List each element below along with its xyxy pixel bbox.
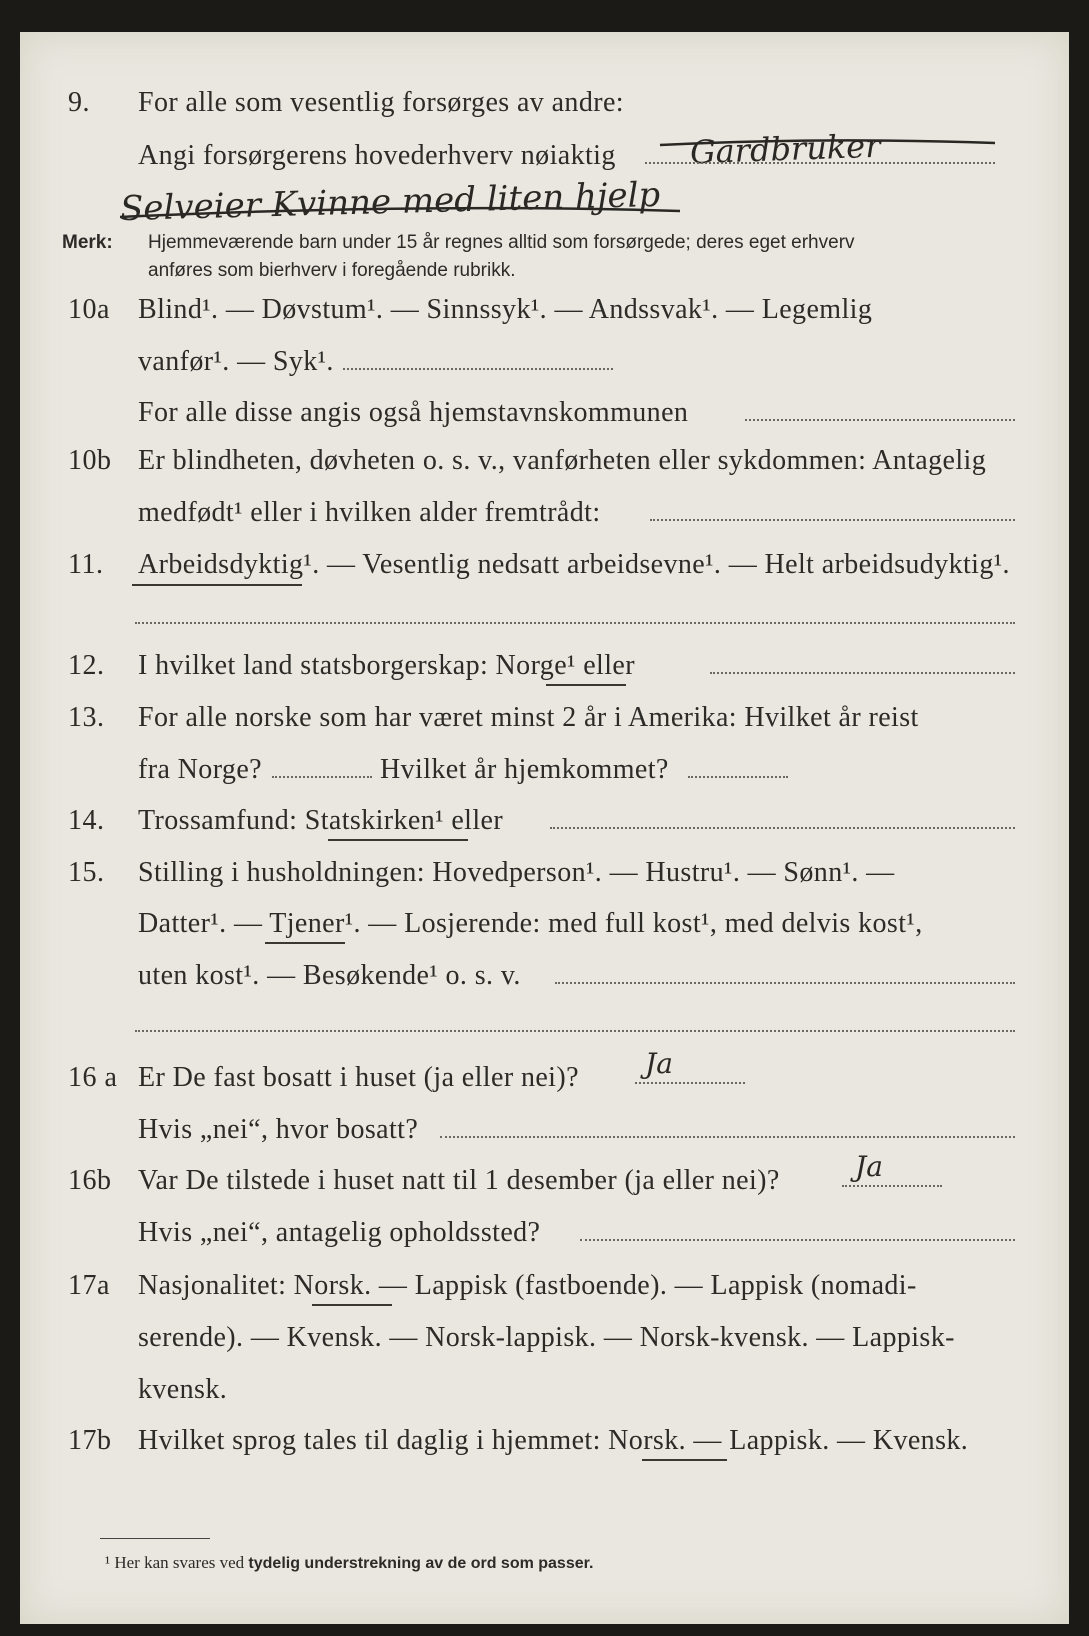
q13-line2a: fra Norge? <box>138 754 262 785</box>
q9-line2: Angi forsørgerens hovederhverv nøiaktig <box>138 140 616 171</box>
q17a-line3: kvensk. <box>138 1374 228 1405</box>
q16a-line2: Hvis „nei“, hvor bosatt? <box>138 1114 419 1145</box>
footnote-mark: ¹ <box>105 1553 111 1572</box>
q14-dotted-line <box>550 827 1015 829</box>
q10b-line1: Er blindheten, døvheten o. s. v., vanførheten eller sykdommen: Antagelig <box>138 445 987 476</box>
q10a-line1: Blind¹. — Døvstum¹. — Sinnssyk¹. — Andssvak¹. — Legemlig <box>138 294 873 325</box>
q12-number: 12. <box>68 650 105 681</box>
q11-line1: Arbeidsdyktig¹. — Vesentlig nedsatt arbeidsevne¹. — Helt arbeidsudyktig¹. <box>138 549 1010 580</box>
q9-strike-1 <box>660 137 1000 157</box>
q15-line2: Datter¹. — Tjener¹. — Losjerende: med full kost¹, med delvis kost¹, <box>138 908 923 939</box>
q16a-dotted-line-1 <box>635 1082 745 1084</box>
q10b-line2: medfødt¹ eller i hvilken alder fremtrådt: <box>138 497 601 528</box>
q11-dotted-line <box>135 622 1015 624</box>
q17a-line1: Nasjonalitet: Norsk. — Lappisk (fastboende). — Lappisk (nomadi- <box>138 1270 917 1301</box>
q11-underline-arbeidsdyktig <box>132 584 302 586</box>
q10a-line3: For alle disse angis også hjemstavnskommunen <box>138 397 689 428</box>
q9-strike-2 <box>120 197 1000 227</box>
q9-handwriting-detail: Selveier Kvinne med liten hjelp <box>119 174 661 230</box>
footnote <box>105 1553 593 1573</box>
q11-number: 11. <box>68 549 104 580</box>
q13-number: 13. <box>68 702 105 733</box>
q16a-answer: Ja <box>645 1047 673 1080</box>
footnote-text: Her kan svares ved <box>114 1553 245 1572</box>
q15-number: 15. <box>68 857 105 888</box>
q14-number: 14. <box>68 805 105 836</box>
q9-number: 9. <box>68 87 90 118</box>
q9-line1: For alle som vesentlig forsørges av andre: <box>138 87 624 118</box>
q16b-number: 16b <box>68 1165 112 1196</box>
footnote-bold-text: tydelig understrekning av de ord som passer. <box>248 1555 594 1572</box>
merk-line2: anføres som bierhverv i foregående rubrikk. <box>148 260 516 281</box>
q10a-number: 10a <box>68 294 110 325</box>
q12-underline-norge <box>546 684 626 686</box>
q17a-line2: serende). — Kvensk. — Norsk-lappisk. — Norsk-kvensk. — Lappisk- <box>138 1322 955 1353</box>
q16b-line2: Hvis „nei“, antagelig opholdssted? <box>138 1217 541 1248</box>
q16a-dotted-line-2 <box>440 1136 1015 1138</box>
q15-dotted-line-2 <box>135 1030 1015 1032</box>
merk-line1: Hjemmeværende barn under 15 år regnes alltid som forsørgede; deres eget erhverv <box>148 232 855 253</box>
q16b-dotted-line-2 <box>580 1239 1015 1241</box>
merk-label: Merk: <box>62 232 113 253</box>
q12-line1: I hvilket land statsborgerskap: Norge¹ eller <box>138 650 635 681</box>
q10a-dotted-line-1 <box>343 368 613 370</box>
q14-underline-statskirken <box>328 839 468 841</box>
q13-dotted-line-2 <box>688 776 788 778</box>
q17a-underline-norsk <box>312 1304 392 1306</box>
q13-dotted-line-1 <box>272 776 372 778</box>
census-form-page <box>20 32 1069 1624</box>
q9-handwriting-occupation: Gardbruker <box>689 126 882 172</box>
q16a-number: 16 a <box>68 1062 118 1093</box>
q16b-line1: Var De tilstede i huset natt til 1 desember (ja eller nei)? <box>138 1165 780 1196</box>
q15-dotted-line-1 <box>555 982 1015 984</box>
q10a-line2: vanfør¹. — Syk¹. <box>138 346 334 377</box>
q15-line3: uten kost¹. — Besøkende¹ o. s. v. <box>138 960 521 991</box>
q10b-dotted-line <box>650 519 1015 521</box>
q16b-answer: Ja <box>855 1150 883 1183</box>
q15-underline-tjener <box>265 942 345 944</box>
q16a-line1: Er De fast bosatt i huset (ja eller nei)? <box>138 1062 579 1093</box>
q10b-number: 10b <box>68 445 112 476</box>
q13-line1: For alle norske som har været minst 2 år i Amerika: Hvilket år reist <box>138 702 919 733</box>
q17b-underline-norsk <box>642 1459 727 1461</box>
q9-dotted-line <box>645 162 995 164</box>
q17a-number: 17a <box>68 1270 110 1301</box>
q17b-line1: Hvilket sprog tales til daglig i hjemmet: Norsk. — Lappisk. — Kvensk. <box>138 1425 969 1456</box>
q15-line1: Stilling i husholdningen: Hovedperson¹. — Hustru¹. — Sønn¹. — <box>138 857 895 888</box>
q13-line2b: Hvilket år hjemkommet? <box>380 754 669 785</box>
q12-dotted-line <box>710 672 1015 674</box>
footnote-rule <box>100 1538 210 1539</box>
q10a-dotted-line-2 <box>745 419 1015 421</box>
q16b-dotted-line-1 <box>842 1185 942 1187</box>
q17b-number: 17b <box>68 1425 112 1456</box>
q14-line1: Trossamfund: Statskirken¹ eller <box>138 805 504 836</box>
